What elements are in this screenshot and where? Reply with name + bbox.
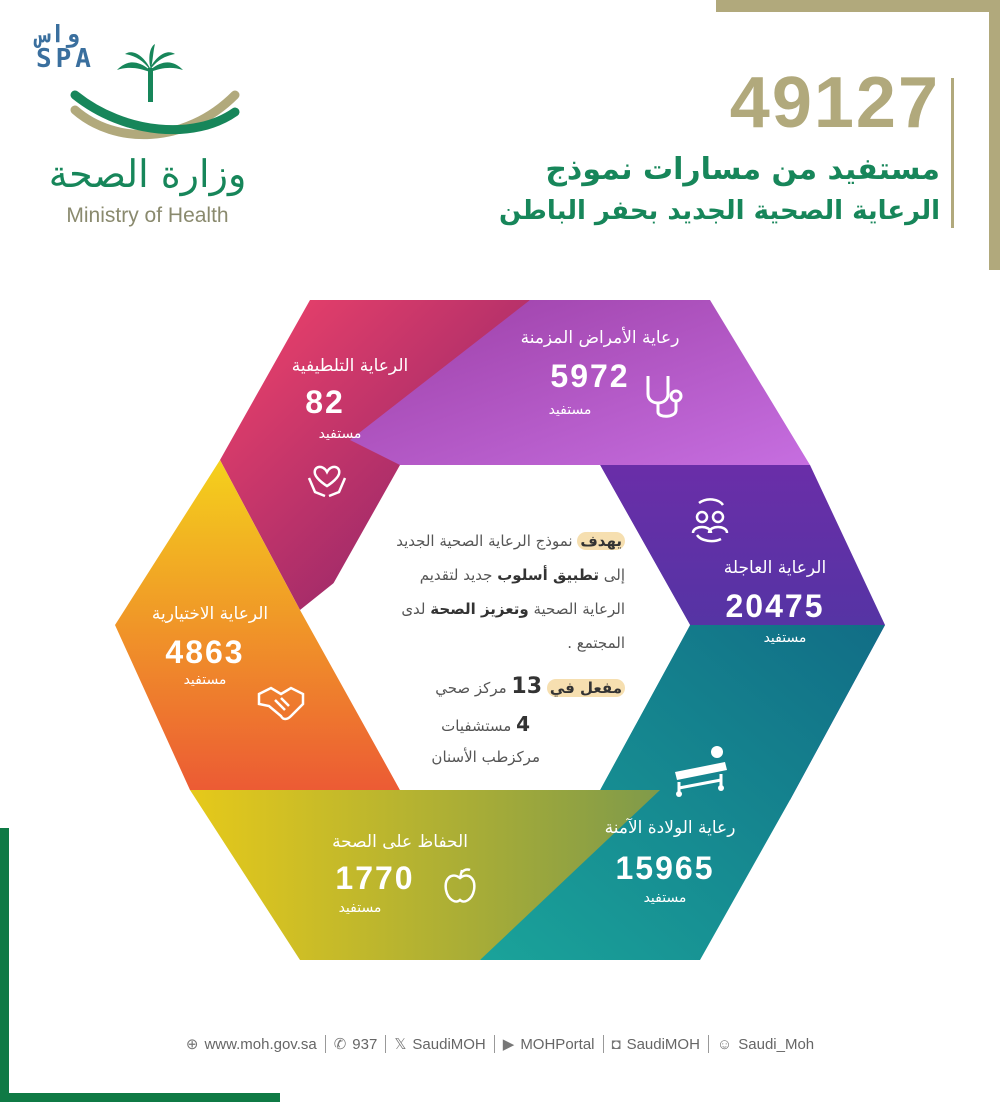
stethoscope-icon [640, 372, 688, 422]
footer-twitter[interactable] [394, 1035, 485, 1053]
segment-urgent-unit: مستفيد [763, 630, 807, 646]
segment-wellness-title: الحفاظ على الصحة [332, 832, 468, 852]
center-line-4: المجتمع . [567, 634, 625, 652]
segment-palliative-unit: مستفيد [318, 426, 362, 442]
youtube-icon: ▶ [502, 1036, 515, 1053]
center-line-3-pre: الرعاية الصحية [533, 600, 625, 618]
frame-top-bar [716, 0, 1000, 12]
footer-separator [603, 1035, 604, 1053]
segment-chronic-unit: مستفيد [548, 402, 592, 418]
center-line-2-text: جديد لتقديم [419, 566, 493, 584]
segment-maternity-value: 15965 [615, 850, 715, 886]
segment-wellness-unit: مستفيد [338, 900, 382, 916]
center-line-3-bold: وتعزيز الصحة [430, 600, 529, 618]
heart-hands-icon [305, 458, 349, 498]
segment-chronic-title: رعاية الأمراض المزمنة [520, 328, 680, 348]
segment-elective-title: الرعاية الاختيارية [151, 604, 269, 624]
hospital-bed-icon [665, 740, 735, 800]
footer-youtube[interactable] [503, 1035, 595, 1053]
frame-bottom-bar [0, 1093, 280, 1102]
footer-separator [494, 1035, 495, 1053]
segment-wellness-value: 1770 [335, 860, 415, 896]
instagram-icon: ◘ [611, 1035, 621, 1053]
globe-icon: ⊕ [185, 1036, 199, 1053]
footer-youtube-text: MOHPortal [520, 1035, 595, 1053]
footer-phone-text: 937 [352, 1035, 378, 1053]
footer-contacts [130, 1030, 870, 1058]
segment-maternity-unit: مستفيد [643, 890, 687, 906]
center-line-5-number: 13 [511, 674, 543, 699]
footer-website-text: www.moh.gov.sa [204, 1035, 317, 1053]
center-line-3 [350, 600, 625, 618]
center-line-5-bold: مفعل في [547, 679, 625, 697]
ministry-emblem-icon [55, 40, 255, 155]
footer-separator [708, 1035, 709, 1053]
center-line-1-text: نموذج الرعاية الصحية الجديد [396, 532, 573, 550]
spa-logo-latin: SPA [36, 44, 95, 74]
segment-maternity-title: رعاية الولادة الآمنة [604, 818, 736, 838]
center-line-6-number: 4 [516, 712, 530, 736]
headline-line-2: الرعاية الصحية الجديد بحفر الباطن [498, 196, 940, 226]
segment-urgent-value: 20475 [725, 588, 825, 624]
footer-instagram-text: SaudiMOH [626, 1035, 700, 1053]
footer-phone[interactable] [334, 1035, 378, 1053]
frame-right-bar [989, 0, 1000, 270]
center-line-2-pre: إلى [603, 566, 625, 584]
frame-left-bar [0, 828, 9, 1102]
ministry-name-arabic: وزارة الصحة [48, 152, 247, 196]
handshake-icon [255, 680, 307, 724]
headline-line-1: مستفيد من مسارات نموذج [545, 152, 940, 187]
apple-icon [442, 866, 478, 906]
spa-logo-arabic: واس [36, 20, 80, 48]
segment-palliative-value: 82 [305, 384, 345, 420]
center-line-2-bold: تطبيق أسلوب [497, 566, 599, 584]
center-line-3-text: لدى [401, 600, 426, 618]
segment-elective-value: 4863 [165, 634, 245, 670]
footer-separator [385, 1035, 386, 1053]
center-line-6-text: مستشفيات [441, 717, 512, 735]
people-cycle-icon [685, 495, 735, 545]
segment-palliative-title: الرعاية التلطيفية [291, 356, 409, 376]
center-line-6 [350, 712, 530, 736]
center-line-2 [350, 566, 625, 584]
center-line-5-text: مركز صحي [435, 679, 507, 697]
ministry-name-english: Ministry of Health [66, 204, 229, 227]
footer-website[interactable] [186, 1035, 317, 1053]
footer-snapchat-text: Saudi_Moh [738, 1035, 815, 1053]
footer-separator [325, 1035, 326, 1053]
segment-urgent-title: الرعاية العاجلة [723, 558, 827, 578]
footer-snapchat[interactable] [717, 1036, 814, 1053]
snapchat-icon: ☺ [716, 1035, 733, 1053]
total-beneficiaries: 49127 [729, 63, 940, 143]
headline-divider [951, 78, 954, 228]
center-line-7: مركزطب الأسنان [431, 748, 540, 766]
footer-instagram[interactable] [612, 1036, 700, 1053]
segment-chronic-value: 5972 [550, 358, 630, 394]
center-line-1-bold: يهدف [577, 532, 625, 550]
twitter-icon: 𝕏 [394, 1036, 407, 1053]
phone-icon: ✆ [333, 1036, 347, 1053]
center-line-1 [350, 532, 625, 550]
footer-twitter-text: SaudiMOH [412, 1035, 486, 1053]
care-pathways-diagram [100, 280, 900, 970]
segment-elective-unit: مستفيد [183, 672, 227, 688]
center-line-5 [350, 674, 625, 699]
